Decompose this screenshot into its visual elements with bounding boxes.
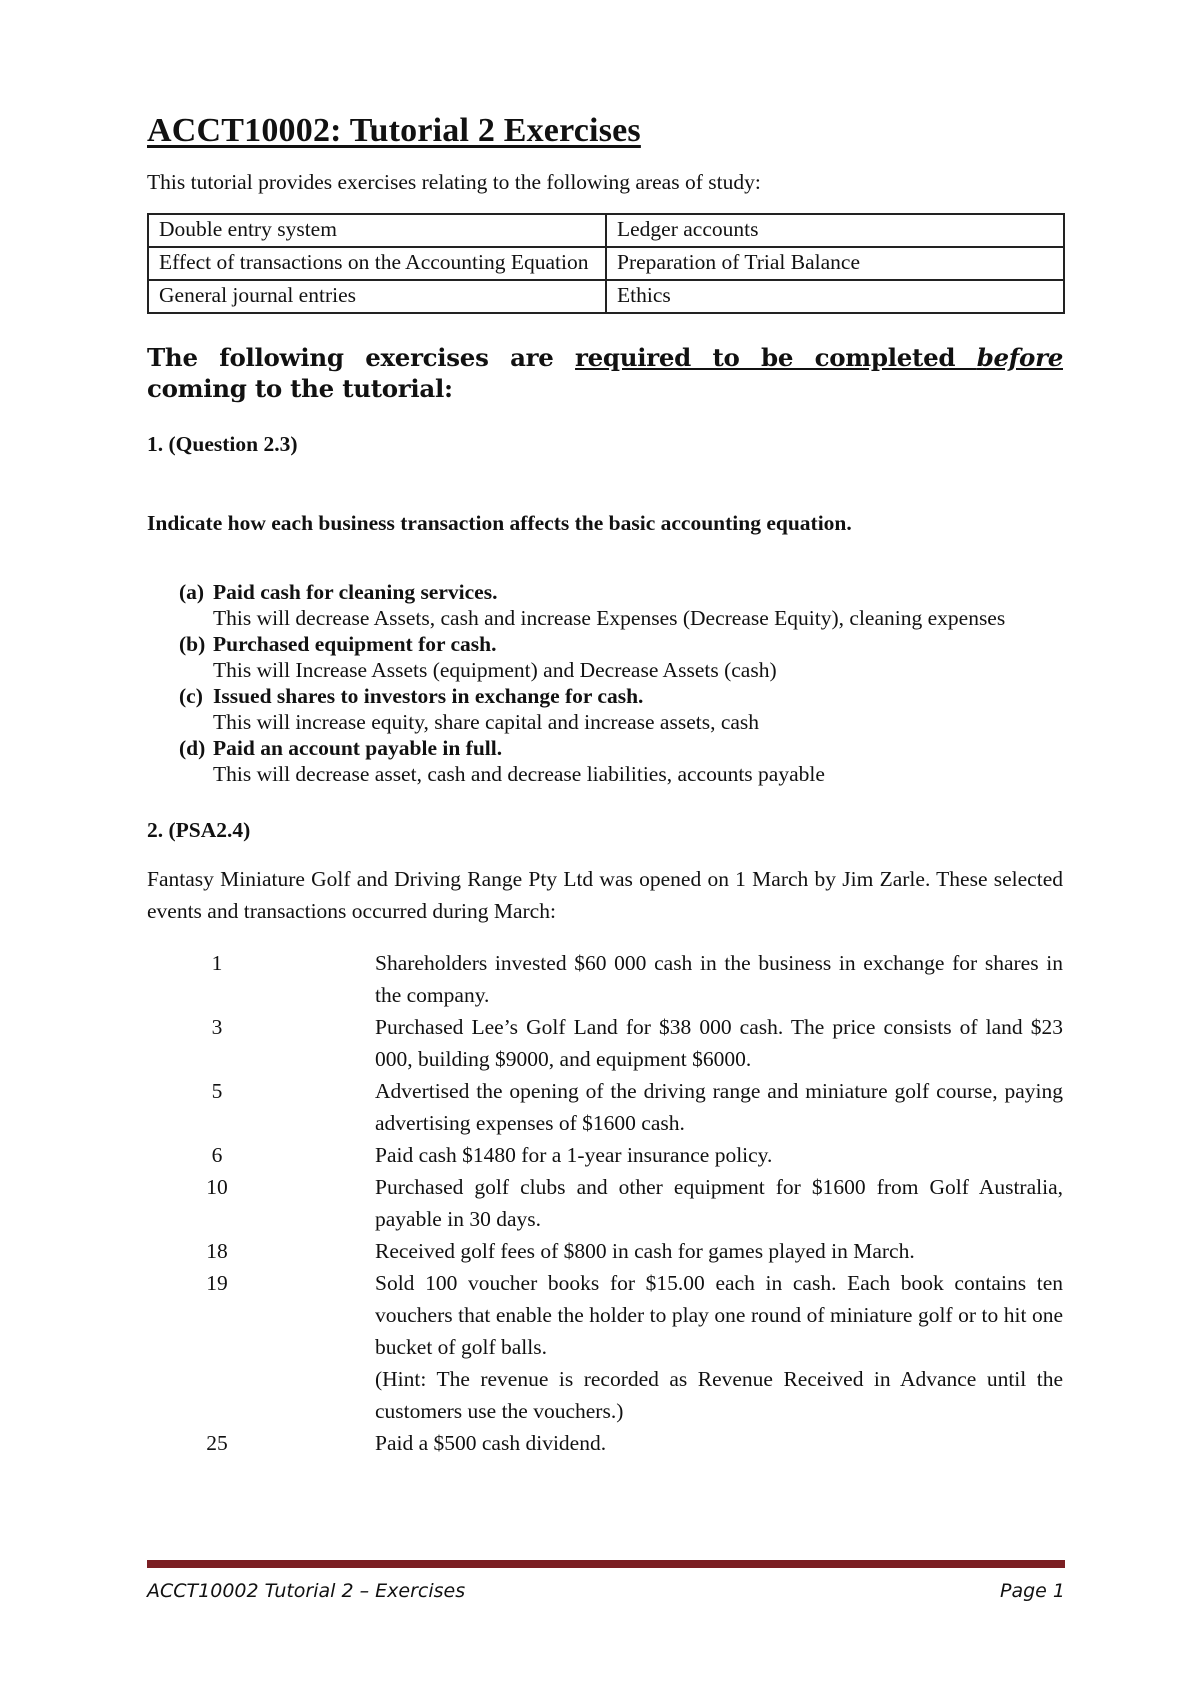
part-question: Purchased equipment for cash. xyxy=(213,632,497,656)
question-2-text: Fantasy Miniature Golf and Driving Range Pty Ltd was opened on 1 March by Jim Zarle. These selected events and transactions occurred during March: xyxy=(147,867,1063,923)
table-cell: General journal entries xyxy=(148,280,606,313)
event-text: Paid cash $1480 for a 1-year insurance policy. xyxy=(375,1143,773,1167)
question-1-instruction: Indicate how each business transaction affects the basic accounting equation. xyxy=(147,511,852,535)
transaction-list xyxy=(147,947,1063,1459)
event-hint: (Hint: The revenue is recorded as Revenue Received in Advance until the customers use the vouchers.) xyxy=(375,1367,1063,1423)
required-suffix: coming to the tutorial: xyxy=(147,374,453,403)
part-label: (d) xyxy=(179,736,206,760)
part-heading xyxy=(179,684,1063,709)
required-prefix: The following exercises are xyxy=(147,343,576,372)
list-item xyxy=(179,580,1063,632)
part-answer: This will increase equity, share capital and increase assets, cash xyxy=(213,710,760,734)
event-text: Sold 100 voucher books for $15.00 each in cash. Each book contains ten vouchers that enable the holder to play one round of miniature golf or to hit one bucket of golf balls. xyxy=(375,1271,1063,1359)
table-cell: Effect of transactions on the Accounting Equation xyxy=(148,247,606,280)
event-day: 25 xyxy=(206,1431,228,1455)
event-text: Paid a $500 cash dividend. xyxy=(375,1431,607,1455)
part-question: Issued shares to investors in exchange for cash. xyxy=(213,684,644,708)
table-row xyxy=(148,280,1064,313)
page-footer xyxy=(147,1580,1065,1602)
part-answer: This will decrease Assets, cash and increase Expenses (Decrease Equity), cleaning expenses xyxy=(213,606,1006,630)
list-item xyxy=(147,1171,1063,1235)
part-heading xyxy=(179,632,1063,657)
list-item xyxy=(179,632,1063,684)
list-item xyxy=(147,1235,1063,1267)
table-cell: Ethics xyxy=(606,280,1064,313)
footer-rule xyxy=(147,1560,1065,1568)
list-item xyxy=(147,947,1063,1011)
part-answer: This will Increase Assets (equipment) and Decrease Assets (cash) xyxy=(213,658,777,682)
list-item xyxy=(147,1267,1063,1427)
part-answer: This will decrease asset, cash and decrease liabilities, accounts payable xyxy=(213,762,825,786)
table-cell: Preparation of Trial Balance xyxy=(606,247,1064,280)
required-before: before xyxy=(976,343,1063,372)
question-1-heading: 1. (Question 2.3) xyxy=(147,432,298,456)
part-question: Paid cash for cleaning services. xyxy=(213,580,498,604)
event-day: 18 xyxy=(206,1239,228,1263)
table-cell: Double entry system xyxy=(148,214,606,247)
part-heading xyxy=(179,736,1063,761)
part-label: (a) xyxy=(179,580,205,604)
list-item xyxy=(147,1139,1063,1171)
footer-page-number: Page 1 xyxy=(1000,1580,1065,1602)
part-label: (c) xyxy=(179,684,203,708)
event-text: Shareholders invested $60 000 cash in the business in exchange for shares in the company. xyxy=(375,951,1063,1007)
page-title: ACCT10002: Tutorial 2 Exercises xyxy=(147,112,641,149)
event-text: Received golf fees of $800 in cash for games played in March. xyxy=(375,1239,915,1263)
list-item xyxy=(179,684,1063,736)
required-underlined xyxy=(575,343,1063,372)
event-day: 5 xyxy=(211,1079,223,1103)
event-day: 1 xyxy=(211,951,223,975)
page-content xyxy=(147,112,1063,1459)
event-day: 6 xyxy=(211,1143,223,1167)
list-item xyxy=(147,1427,1063,1459)
required-underlined-text: required to be completed xyxy=(575,343,977,372)
part-label: (b) xyxy=(179,632,206,656)
question-2-heading: 2. (PSA2.4) xyxy=(147,818,251,842)
required-notice xyxy=(147,342,1063,404)
event-text: Purchased golf clubs and other equipment for $1600 from Golf Australia, payable in 30 days. xyxy=(375,1175,1063,1231)
table-row xyxy=(148,247,1064,280)
list-item xyxy=(179,736,1063,788)
table-row xyxy=(148,214,1064,247)
table-cell: Ledger accounts xyxy=(606,214,1064,247)
list-item xyxy=(147,1011,1063,1075)
footer-left: ACCT10002 Tutorial 2 – Exercises xyxy=(147,1580,466,1602)
event-text-group xyxy=(375,1267,1063,1427)
part-question: Paid an account payable in full. xyxy=(213,736,503,760)
topics-table xyxy=(147,213,1065,314)
question-1-parts xyxy=(179,580,1063,788)
intro-text: This tutorial provides exercises relating to the following areas of study: xyxy=(147,170,761,194)
event-day: 10 xyxy=(206,1175,228,1199)
event-day: 3 xyxy=(211,1015,223,1039)
event-day: 19 xyxy=(206,1271,228,1295)
event-text: Advertised the opening of the driving range and miniature golf course, paying advertising expenses of $1600 cash. xyxy=(375,1079,1063,1135)
part-heading xyxy=(179,580,1063,605)
list-item xyxy=(147,1075,1063,1139)
event-text: Purchased Lee’s Golf Land for $38 000 cash. The price consists of land $23 000, building $9000, and equipment $6000. xyxy=(375,1015,1063,1071)
